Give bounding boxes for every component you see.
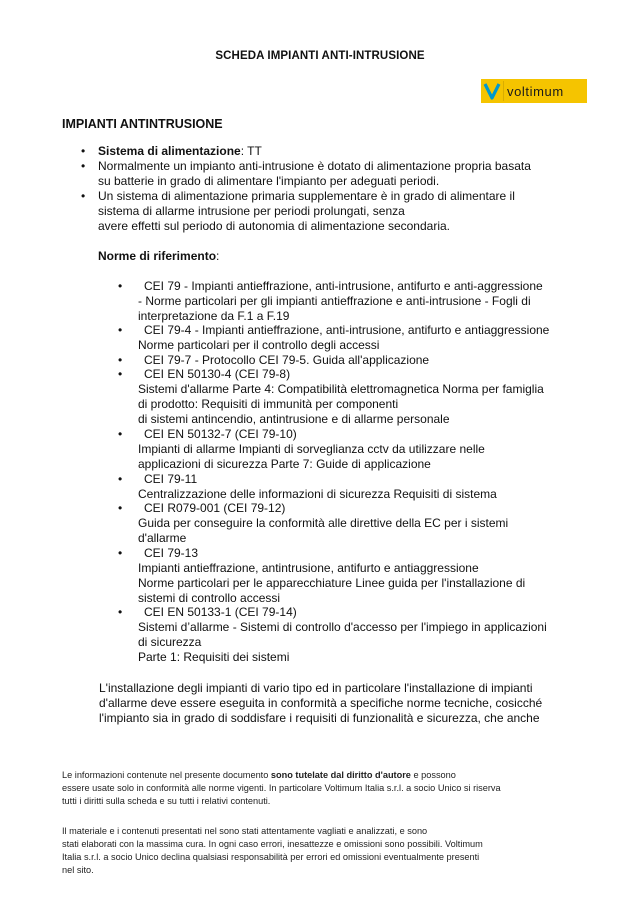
norma-line: CEI EN 50132-7 (CEI 79-10) [144, 427, 297, 441]
norma-line: Norme particolari per il controllo degli accessi [138, 338, 380, 352]
bullet-glyph: • [118, 353, 123, 367]
bullet-glyph: • [81, 159, 86, 173]
norma-line: - Norme particolari per gli impianti antieffrazione e anti-intrusione - Fogli di [138, 294, 531, 308]
copyright-notice-line [62, 769, 456, 781]
norma-line: CEI 79-11 [144, 472, 198, 486]
norma-line: CEI R079-001 (CEI 79-12) [144, 501, 286, 515]
norma-line: di sistemi antincendio, antintrusione e di allarme personale [138, 412, 450, 426]
norma-line: CEI 79-7 - Protocollo CEI 79-5. Guida all'applicazione [144, 353, 430, 367]
disclaimer-line: Italia s.r.l. a socio Unico declina qualsiasi responsabilità per errori ed omissioni eventualmente presenti [62, 852, 480, 862]
norma-line: di sicurezza [138, 635, 202, 649]
bullet-glyph: • [118, 472, 123, 486]
norma-line: Impianti antieffrazione, antintrusione, antifurto e antiaggressione [138, 561, 479, 575]
intro-line: Normalmente un impianto anti-intrusione è dotato di alimentazione propria basata [98, 159, 531, 173]
norma-line: CEI 79 - Impianti antieffrazione, anti-intrusione, antifurto e anti-aggressione [144, 279, 543, 293]
norma-line: CEI EN 50133-1 (CEI 79-14) [144, 605, 297, 619]
norma-line: di prodotto: Requisiti di immunità per componenti [138, 397, 399, 411]
disclaimer-line: nel sito. [62, 865, 94, 875]
voltimum-v-icon [481, 79, 503, 103]
intro-line: Un sistema di alimentazione primaria supplementare è in grado di alimentare il [98, 189, 515, 203]
bullet-glyph: • [118, 427, 123, 441]
document-title: SCHEDA IMPIANTI ANTI-INTRUSIONE [215, 50, 425, 62]
bullet-glyph: • [118, 323, 123, 337]
alimentazione-value: : TT [240, 144, 262, 158]
bullet-glyph: • [81, 189, 86, 203]
norma-line: CEI EN 50130-4 (CEI 79-8) [144, 367, 291, 381]
disclaimer-line: Il materiale e i contenuti presentati nel sono stati attentamente vagliati e analizzati, e sono [62, 826, 428, 836]
norma-line: sistemi di controllo accessi [138, 591, 281, 605]
section-title: IMPIANTI ANTINTRUSIONE [62, 117, 223, 131]
copyright-notice-line: tutti i diritti sulla scheda e su tutti i relativi contenuti. [62, 796, 271, 806]
logo-wordmark: voltimum [503, 81, 585, 101]
disclaimer-line: stati elaborati con la massima cura. In ogni caso errori, inesattezze e omissioni sono possibili. Voltimum [62, 839, 483, 849]
norma-line: interpretazione da F.1 a F.19 [138, 309, 290, 323]
footer-text: Le informazioni contenute nel presente documento [62, 770, 271, 780]
norma-line: Sistemi d'allarme Parte 4: Compatibilità elettromagnetica Norma per famiglia [138, 382, 544, 396]
norma-line: applicazioni di sicurezza Parte 7: Guide di applicazione [138, 457, 431, 471]
closing-line: d'allarme deve essere eseguita in conformità a specifiche norme tecniche, cosicché [99, 696, 543, 710]
norme-heading-label: Norme di riferimento [98, 249, 217, 263]
intro-line: avere effetti sul periodo di autonomia di alimentazione secondaria. [98, 219, 450, 233]
footer-text: e possono [410, 770, 456, 780]
norma-line: Parte 1: Requisiti dei sistemi [138, 650, 290, 664]
bullet-glyph: • [81, 144, 86, 158]
closing-line: l'impianto sia in grado di soddisfare i requisiti di funzionalità e sicurezza, che anche [99, 711, 540, 725]
bullet-glyph: • [118, 605, 123, 619]
footer-bold-text: sono tutelate dal diritto d'autore [270, 770, 411, 780]
voltimum-logo [481, 79, 587, 103]
bullet-glyph: • [118, 546, 123, 560]
norma-line: Impianti di allarme Impianti di sorveglianza cctv da utilizzare nelle [138, 442, 485, 456]
copyright-notice-line: essere usate solo in conformità alle norme vigenti. In particolare Voltimum Italia s.r.l. a socio Unico si riserva [62, 783, 501, 793]
closing-line: L'installazione degli impianti di vario tipo ed in particolare l'installazione di impianti [99, 681, 533, 695]
alimentazione-label: Sistema di alimentazione [98, 144, 241, 158]
norma-line: CEI 79-4 - Impianti antieffrazione, anti-intrusione, antifurto e antiaggressione [144, 323, 550, 337]
norma-line: Centralizzazione delle informazioni di sicurezza Requisiti di sistema [138, 487, 497, 501]
intro-line: su batterie in grado di alimentare l'impianto per adeguati periodi. [98, 174, 440, 188]
norma-line: Sistemi d’allarme - Sistemi di controllo d'accesso per l'impiego in applicazioni [138, 620, 547, 634]
norma-line: d'allarme [138, 531, 187, 545]
intro-item-alimentazione [98, 144, 262, 159]
norme-heading [98, 249, 219, 264]
intro-line: sistema di allarme intrusione per periodi prolungati, senza [98, 204, 405, 218]
bullet-glyph: • [118, 367, 123, 381]
norma-line: Norme particolari per le apparecchiature Linee guida per l'installazione di [138, 576, 526, 590]
norma-line: CEI 79-13 [144, 546, 199, 560]
bullet-glyph: • [118, 501, 123, 515]
norma-line: Guida per conseguire la conformità alle direttive della EC per i sistemi [138, 516, 509, 530]
bullet-glyph: • [118, 279, 123, 293]
norme-heading-colon: : [216, 249, 220, 263]
